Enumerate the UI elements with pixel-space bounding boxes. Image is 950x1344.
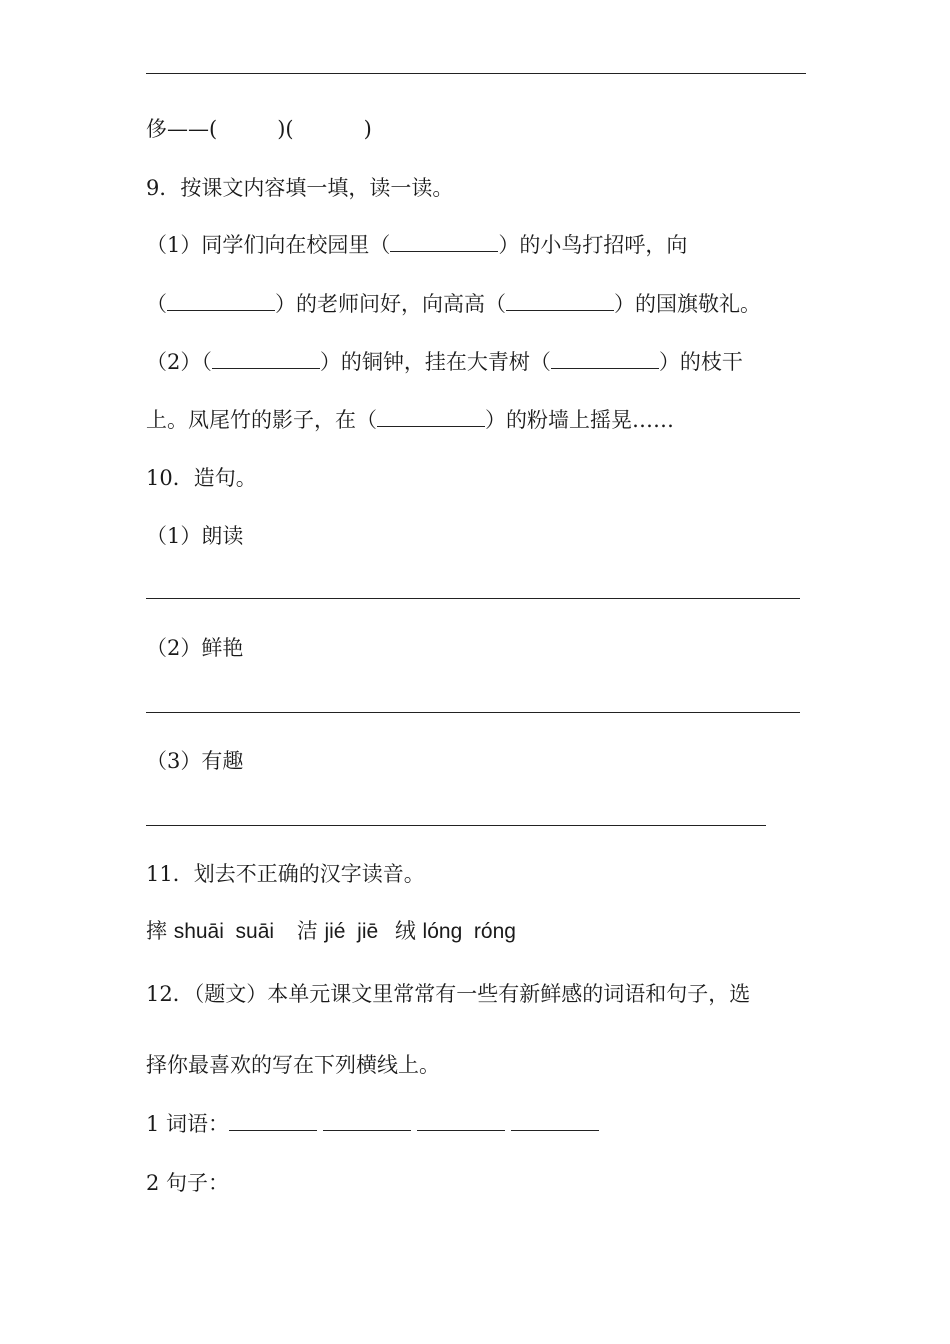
answer-line-top (146, 73, 806, 74)
fill-blank[interactable] (212, 348, 320, 369)
pinyin-options-2[interactable]: jié jiē (324, 920, 379, 943)
word-blank[interactable] (417, 1110, 505, 1131)
q11-title: 11．划去不正确的汉字读音。 (146, 862, 425, 886)
q10-answer-line-1[interactable] (146, 598, 800, 599)
pinyin-options-3[interactable]: lóng róng (422, 920, 516, 943)
word-blank[interactable] (323, 1110, 411, 1131)
q12-words-row: 1 词语： (146, 1110, 605, 1138)
q9-part2-line2: 上。凤尾竹的影子，在（ ）的粉墙上摇晃…… (146, 408, 674, 432)
q12-title-line1: 12．（题文）本单元课文里常常有一些有新鲜感的词语和句子，选 (146, 982, 751, 1006)
fill-blank[interactable] (390, 231, 498, 252)
q10-item-3: （3）有趣 (146, 749, 244, 773)
q11-pinyin-row: 摔 shuāi suāi 洁 jié jiē 绒 lóng róng (146, 919, 516, 943)
fill-blank[interactable] (167, 290, 275, 311)
fill-blank[interactable] (551, 348, 659, 369)
q9-part1-line1: （1）同学们向在校园里（ ）的小鸟打招呼，向 (146, 233, 688, 257)
q10-answer-line-3[interactable] (146, 825, 766, 826)
q12-sentence-label: 2 句子： (146, 1171, 230, 1195)
q8-fill-line: 侈——( )( ) (146, 117, 372, 141)
pinyin-options-1[interactable]: shuāi suāi (173, 920, 275, 943)
q9-title: 9．按课文内容填一填，读一读。 (146, 176, 454, 200)
q10-item-1: （1）朗读 (146, 524, 244, 548)
q9-part2-line1: （2）（ ）的铜钟，挂在大青树（ ）的枝干 (146, 350, 743, 374)
q12-title-line2: 择你最喜欢的写在下列横线上。 (146, 1053, 440, 1077)
q9-part1-line2: （ ）的老师问好，向高高（ ）的国旗敬礼。 (146, 292, 761, 316)
q10-item-2: （2）鲜艳 (146, 636, 244, 660)
fill-blank[interactable] (506, 290, 614, 311)
word-blank[interactable] (229, 1110, 317, 1131)
word-blank[interactable] (511, 1110, 599, 1131)
q10-answer-line-2[interactable] (146, 712, 800, 713)
q10-title: 10．造句。 (146, 466, 257, 490)
fill-blank[interactable] (377, 406, 485, 427)
